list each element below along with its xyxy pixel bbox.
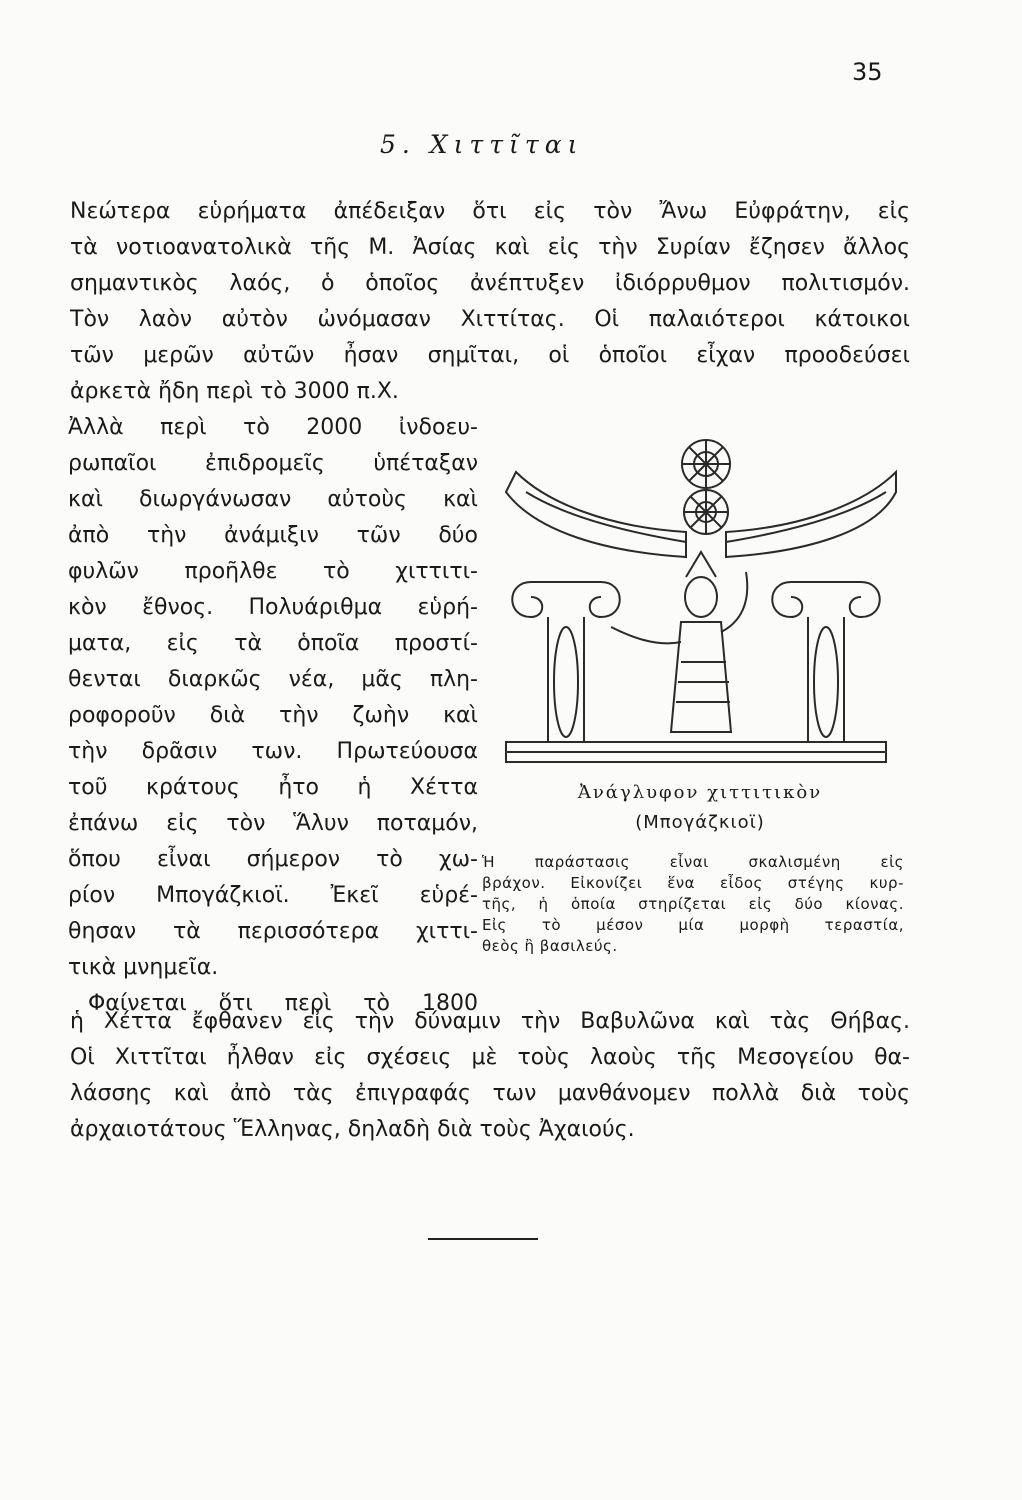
- text-line: τῶν μερῶν αὐτῶν ἦσαν σημῖται, οἱ ὁποῖοι εἶχαν προοδεύσει: [70, 343, 910, 368]
- text-line: ἐπάνω εἰς τὸν Ἅλυν ποταμόν,: [68, 811, 478, 836]
- text-line: ρωπαῖοι ἐπιδρομεῖς ὑπέταξαν: [68, 451, 478, 476]
- text-line: κὸν ἔθνος. Πολυάριθμα εὑρή-: [68, 595, 478, 620]
- text-line: θησαν τὰ περισσότερα χιττι-: [68, 919, 478, 944]
- text-line: ἡ Χέττα ἔφθανεν εἰς τὴν δύναμιν τὴν Βαβυλῶνα καὶ τὰς Θήβας.: [70, 1009, 910, 1034]
- text-line: τὰ νοτιοανατολικὰ τῆς Μ. Ἀσίας καὶ εἰς τὴν Συρίαν ἔζησεν ἄλλος: [70, 235, 910, 260]
- caption-line: βράχον. Εἰκονίζει ἕνα εἶδος στέγης κυρ-: [482, 874, 904, 892]
- figure-caption-description: [482, 852, 904, 957]
- page-number: 35: [852, 58, 883, 86]
- bottom-paragraph: [70, 1004, 910, 1148]
- text-line: σημαντικὸς λαός, ὁ ὁποῖος ἀνέπτυξεν ἰδιόρρυθμον πολιτισμόν.: [70, 271, 910, 296]
- caption-line: Εἰς τὸ μέσον μία μορφὴ τεραστία,: [482, 916, 904, 934]
- figure-caption-subtitle: (Μπογάζκιοϊ): [635, 812, 765, 833]
- text-line: Τὸν λαὸν αὐτὸν ὠνόμασαν Χιττίτας. Οἱ παλαιότεροι κάτοικοι: [70, 307, 910, 332]
- column-paragraph: [68, 410, 478, 1022]
- text-line: θενται διαρκῶς νέα, μᾶς πλη-: [68, 667, 478, 692]
- text-line: φυλῶν προῆλθε τὸ χιττιτι-: [68, 559, 478, 584]
- text-line: τὴν δρᾶσιν των. Πρωτεύουσα: [68, 739, 478, 764]
- text-line: ὅπου εἶναι σήμερον τὸ χω-: [68, 847, 478, 872]
- section-title: 5. Χιττῖται: [380, 130, 584, 159]
- section-end-rule: [428, 1238, 538, 1240]
- text-line: Φαίνεται ὅτι περὶ τὸ 1800: [88, 991, 478, 1016]
- text-line: ἀρκετὰ ἤδη περὶ τὸ 3000 π.Χ.: [70, 379, 399, 404]
- text-line: ρίον Μπογάζκιοϊ. Ἐκεῖ εὑρέ-: [68, 883, 478, 908]
- text-line: ἀπὸ τὴν ἀνάμιξιν τῶν δύο: [68, 523, 478, 548]
- text-line: λάσσης καὶ ἀπὸ τὰς ἐπιγραφάς των μανθάνομεν πολλὰ διὰ τοὺς: [70, 1081, 910, 1106]
- top-paragraph: [70, 194, 910, 410]
- text-line: τοῦ κράτους ἦτο ἡ Χέττα: [68, 775, 478, 800]
- caption-line: θεὸς ἢ βασιλεύς.: [482, 937, 618, 955]
- figure-caption-title: Ἀνάγλυφον χιττιτικὸν: [577, 782, 823, 803]
- caption-line: Ἡ παράστασις εἶναι σκαλισμένη εἰς: [482, 853, 904, 871]
- text-line: τικὰ μνημεῖα.: [68, 955, 219, 980]
- text-line: καὶ διωργάνωσαν αὐτοὺς καὶ: [68, 487, 478, 512]
- text-line: Οἱ Χιττῖται ἦλθαν εἰς σχέσεις μὲ τοὺς λαοὺς τῆς Μεσογείου θα-: [70, 1045, 910, 1070]
- caption-line: τῆς, ἡ ὁποία στηρίζεται εἰς δύο κίονας.: [482, 895, 904, 913]
- text-line: Ἀλλὰ περὶ τὸ 2000 ἰνδοευ-: [68, 415, 478, 440]
- text-line: Νεώτερα εὑρήματα ἀπέδειξαν ὅτι εἰς τὸν Ἄνω Εὐφράτην, εἰς: [70, 199, 910, 224]
- text-line: ροφοροῦν διὰ τὴν ζωὴν καὶ: [68, 703, 478, 728]
- text-line: ἀρχαιοτάτους Ἕλληνας, δηλαδὴ διὰ τοὺς Ἀχαιούς.: [70, 1117, 635, 1142]
- hittite-relief-illustration: [486, 432, 906, 782]
- text-line: ματα, εἰς τὰ ὁποῖα προστί-: [68, 631, 478, 656]
